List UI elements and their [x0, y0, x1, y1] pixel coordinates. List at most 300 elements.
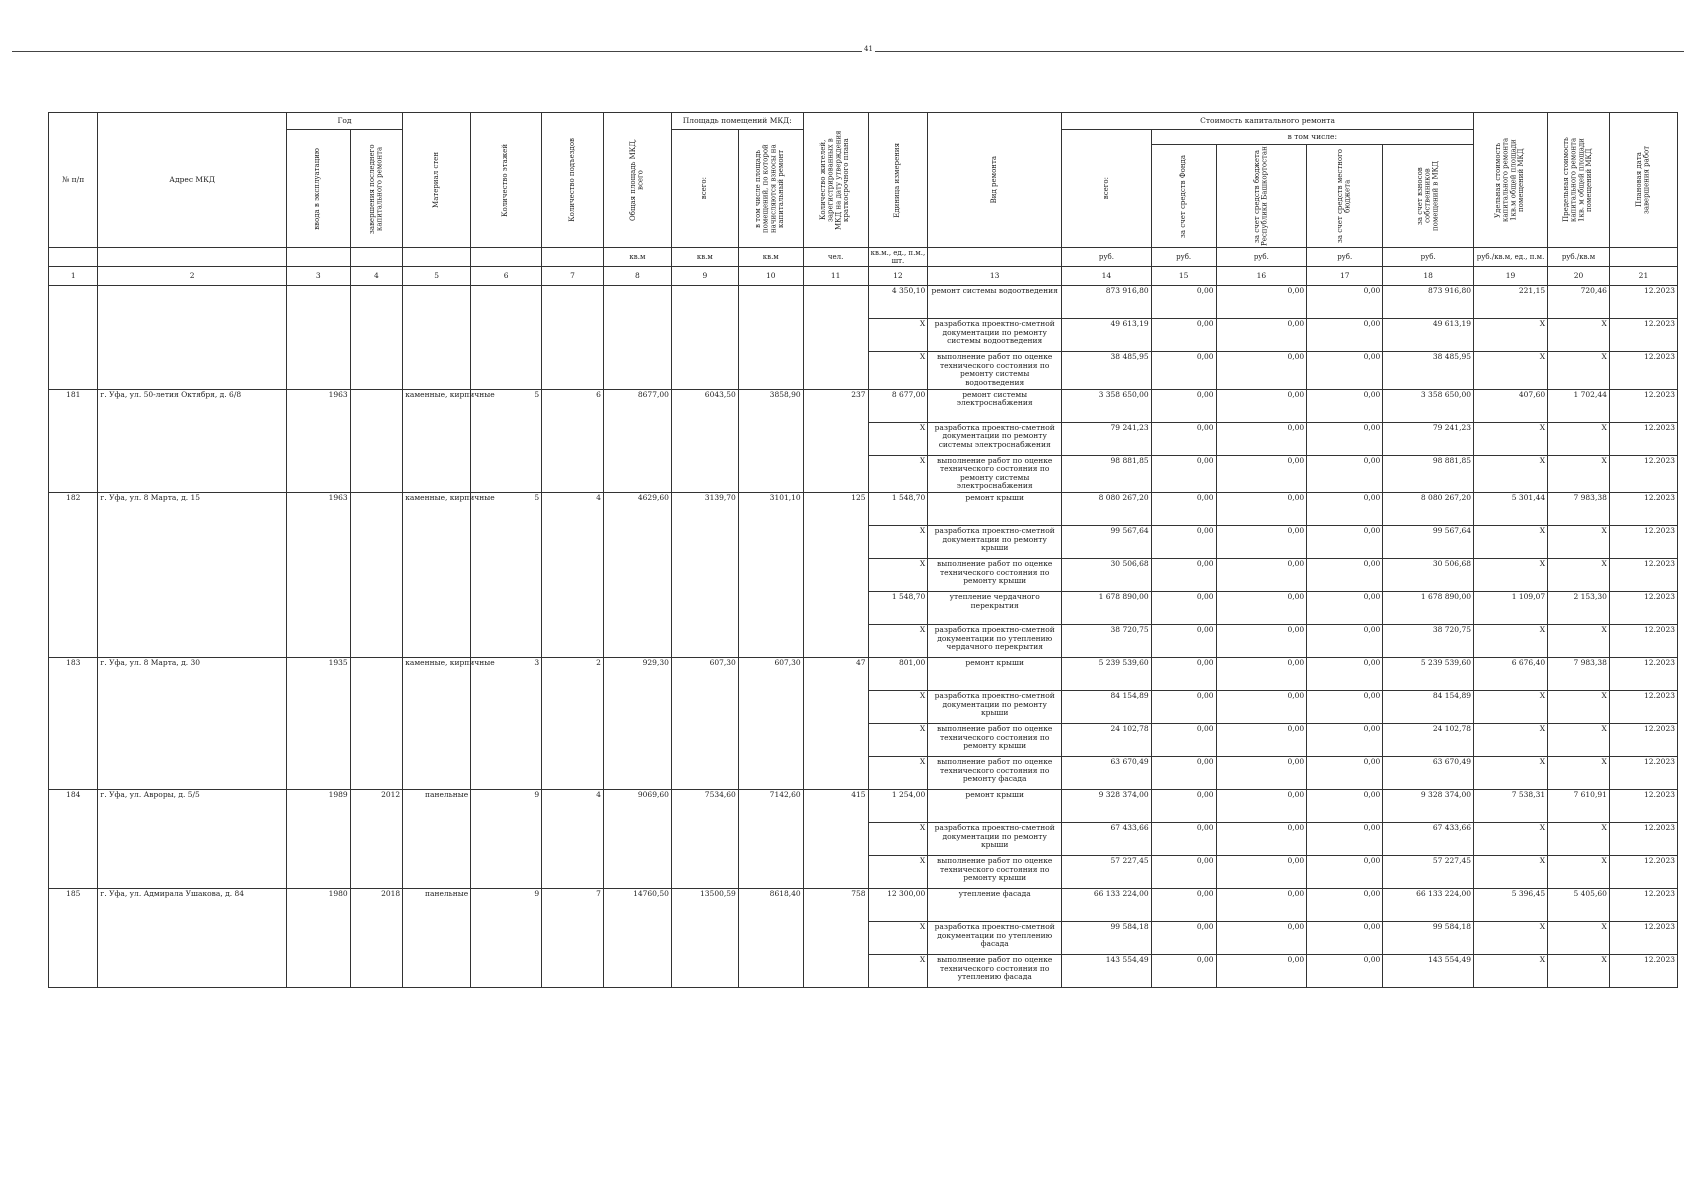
- header-wall-material: Материал стен: [403, 113, 471, 248]
- cost-local: 0,00: [1307, 422, 1383, 455]
- unit-cell: кв.м: [738, 248, 803, 267]
- unit-cost: 1 109,07: [1474, 592, 1548, 625]
- cost-fund: 0,00: [1151, 286, 1216, 319]
- floors-count: 5: [471, 389, 542, 493]
- planned-date: 12.2023: [1609, 389, 1677, 422]
- unit-cost: 5 396,45: [1474, 889, 1548, 922]
- max-cost: 7 983,38: [1548, 493, 1610, 526]
- work-quantity: X: [868, 625, 928, 658]
- cost-fund: 0,00: [1151, 389, 1216, 422]
- year-commission: 1980: [286, 889, 350, 988]
- planned-date: 12.2023: [1609, 955, 1677, 988]
- planned-date: 12.2023: [1609, 559, 1677, 592]
- residential-area: 607,30: [738, 658, 803, 790]
- rooms-area: 607,30: [671, 658, 738, 790]
- max-cost: X: [1548, 757, 1610, 790]
- work-quantity: X: [868, 352, 928, 390]
- unit-cell: кв.м: [671, 248, 738, 267]
- column-number-cell: 20: [1548, 267, 1610, 286]
- cost-republic: 0,00: [1216, 955, 1307, 988]
- work-type: разработка проектно-сметной документации по ремонту крыши: [928, 823, 1062, 856]
- wall-material: [403, 286, 471, 390]
- unit-cell: руб.: [1383, 248, 1474, 267]
- unit-cell: [542, 248, 604, 267]
- residents-count: 47: [803, 658, 868, 790]
- cost-total: 49 613,19: [1062, 319, 1152, 352]
- planned-date: 12.2023: [1609, 455, 1677, 493]
- cost-total: 67 433,66: [1062, 823, 1152, 856]
- column-number-cell: 17: [1307, 267, 1383, 286]
- cost-fund: 0,00: [1151, 455, 1216, 493]
- residents-count: 415: [803, 790, 868, 889]
- cost-owners: 98 881,85: [1383, 455, 1474, 493]
- unit-cost: X: [1474, 526, 1548, 559]
- row-number: 183: [49, 658, 98, 790]
- unit-cost: X: [1474, 922, 1548, 955]
- header-cost-group: Стоимость капитального ремонта: [1062, 113, 1474, 130]
- work-quantity: 4 350,10: [868, 286, 928, 319]
- entrances-count: 4: [542, 493, 604, 658]
- year-last-repair: [350, 658, 403, 790]
- work-quantity: 1 548,70: [868, 493, 928, 526]
- unit-cost: X: [1474, 319, 1548, 352]
- max-cost: 7 983,38: [1548, 658, 1610, 691]
- cost-total: 1 678 890,00: [1062, 592, 1152, 625]
- cost-fund: 0,00: [1151, 319, 1216, 352]
- year-commission: 1963: [286, 389, 350, 493]
- unit-cost: 221,15: [1474, 286, 1548, 319]
- header-year-last-repair: завершения последнего капитального ремонта: [350, 130, 403, 248]
- unit-cost: X: [1474, 691, 1548, 724]
- year-commission: 1963: [286, 493, 350, 658]
- max-cost: X: [1548, 625, 1610, 658]
- header-cost-owners: за счет взносов собственников помещений в МКД: [1383, 145, 1474, 248]
- table-row: [49, 889, 1678, 922]
- header-cost-local: за счет средств местного бюджета: [1307, 145, 1383, 248]
- max-cost: X: [1548, 526, 1610, 559]
- column-number-cell: 1: [49, 267, 98, 286]
- unit-cost: 407,60: [1474, 389, 1548, 422]
- table-row: [49, 286, 1678, 319]
- building-address: г. Уфа, ул. 8 Марта, д. 30: [98, 658, 286, 790]
- cost-owners: 3 358 650,00: [1383, 389, 1474, 422]
- max-cost: X: [1548, 422, 1610, 455]
- cost-fund: 0,00: [1151, 526, 1216, 559]
- residential-area: [738, 286, 803, 390]
- row-number: 181: [49, 389, 98, 493]
- header-work-type: Вид ремонта: [928, 113, 1062, 248]
- unit-cost: 7 538,31: [1474, 790, 1548, 823]
- cost-fund: 0,00: [1151, 691, 1216, 724]
- work-type: разработка проектно-сметной документации по утеплению фасада: [928, 922, 1062, 955]
- table-header: [49, 113, 1678, 286]
- work-quantity: 12 300,00: [868, 889, 928, 922]
- table-row: [49, 658, 1678, 691]
- header-year-group: Год: [286, 113, 402, 130]
- floors-count: 9: [471, 889, 542, 988]
- work-type: разработка проектно-сметной документации по ремонту системы электроснабжения: [928, 422, 1062, 455]
- work-quantity: X: [868, 955, 928, 988]
- cost-local: 0,00: [1307, 955, 1383, 988]
- cost-fund: 0,00: [1151, 658, 1216, 691]
- column-number-cell: 18: [1383, 267, 1474, 286]
- year-commission: 1935: [286, 658, 350, 790]
- cost-republic: 0,00: [1216, 922, 1307, 955]
- total-area: 4629,60: [603, 493, 671, 658]
- row-number: [49, 286, 98, 390]
- wall-material: каменные, кирпичные: [403, 389, 471, 493]
- cost-total: 57 227,45: [1062, 856, 1152, 889]
- unit-cell: руб./кв.м, ед., п.м.: [1474, 248, 1548, 267]
- cost-total: 8 080 267,20: [1062, 493, 1152, 526]
- unit-cell: руб.: [1151, 248, 1216, 267]
- cost-republic: 0,00: [1216, 724, 1307, 757]
- year-commission: [286, 286, 350, 390]
- cost-owners: 63 670,49: [1383, 757, 1474, 790]
- cost-owners: 1 678 890,00: [1383, 592, 1474, 625]
- rooms-area: [671, 286, 738, 390]
- column-number-cell: 12: [868, 267, 928, 286]
- max-cost: 5 405,60: [1548, 889, 1610, 922]
- cost-owners: 99 567,64: [1383, 526, 1474, 559]
- cost-total: 63 670,49: [1062, 757, 1152, 790]
- total-area: 14760,50: [603, 889, 671, 988]
- cost-total: 5 239 539,60: [1062, 658, 1152, 691]
- cost-total: 99 584,18: [1062, 922, 1152, 955]
- header-area-group: Площадь помещений МКД:: [671, 113, 803, 130]
- residential-area: 8618,40: [738, 889, 803, 988]
- work-type: разработка проектно-сметной документации по ремонту крыши: [928, 526, 1062, 559]
- building-address: г. Уфа, ул. Авроры, д. 5/5: [98, 790, 286, 889]
- planned-date: 12.2023: [1609, 352, 1677, 390]
- cost-republic: 0,00: [1216, 559, 1307, 592]
- table-row: [49, 493, 1678, 526]
- row-number: 185: [49, 889, 98, 988]
- work-quantity: X: [868, 559, 928, 592]
- entrances-count: 2: [542, 658, 604, 790]
- unit-cell: руб.: [1307, 248, 1383, 267]
- planned-date: 12.2023: [1609, 592, 1677, 625]
- column-number-cell: 13: [928, 267, 1062, 286]
- unit-cost: X: [1474, 955, 1548, 988]
- cost-republic: 0,00: [1216, 526, 1307, 559]
- table-body: [49, 286, 1678, 988]
- cost-local: 0,00: [1307, 352, 1383, 390]
- cost-total: 3 358 650,00: [1062, 389, 1152, 422]
- max-cost: 1 702,44: [1548, 389, 1610, 422]
- table-row: [49, 790, 1678, 823]
- cost-owners: 873 916,80: [1383, 286, 1474, 319]
- unit-cell: руб.: [1216, 248, 1307, 267]
- cost-total: 98 881,85: [1062, 455, 1152, 493]
- cost-republic: 0,00: [1216, 455, 1307, 493]
- cost-total: 30 506,68: [1062, 559, 1152, 592]
- cost-republic: 0,00: [1216, 757, 1307, 790]
- entrances-count: 4: [542, 790, 604, 889]
- residents-count: 125: [803, 493, 868, 658]
- header-residents: Количество жителей, зарегистрированных в МКД на дату утверждения краткосрочного плана: [803, 113, 868, 248]
- wall-material: панельные: [403, 790, 471, 889]
- unit-cell: кв.м., ед., п.м., шт.: [868, 248, 928, 267]
- column-number-cell: 19: [1474, 267, 1548, 286]
- cost-local: 0,00: [1307, 455, 1383, 493]
- unit-cell: [471, 248, 542, 267]
- header-including: в том числе:: [1151, 130, 1473, 145]
- unit-cost: X: [1474, 724, 1548, 757]
- planned-date: 12.2023: [1609, 422, 1677, 455]
- total-area: 9069,60: [603, 790, 671, 889]
- floors-count: [471, 286, 542, 390]
- max-cost: X: [1548, 922, 1610, 955]
- cost-local: 0,00: [1307, 757, 1383, 790]
- cost-local: 0,00: [1307, 625, 1383, 658]
- cost-local: 0,00: [1307, 286, 1383, 319]
- total-area: 929,30: [603, 658, 671, 790]
- work-quantity: 1 254,00: [868, 790, 928, 823]
- cost-republic: 0,00: [1216, 625, 1307, 658]
- cost-owners: 84 154,89: [1383, 691, 1474, 724]
- planned-date: 12.2023: [1609, 286, 1677, 319]
- building-address: [98, 286, 286, 390]
- cost-local: 0,00: [1307, 724, 1383, 757]
- rooms-area: 13500,59: [671, 889, 738, 988]
- entrances-count: 7: [542, 889, 604, 988]
- cost-local: 0,00: [1307, 922, 1383, 955]
- cost-republic: 0,00: [1216, 658, 1307, 691]
- rooms-area: 7534,60: [671, 790, 738, 889]
- cost-total: 143 554,49: [1062, 955, 1152, 988]
- year-last-repair: 2018: [350, 889, 403, 988]
- column-number-cell: 7: [542, 267, 604, 286]
- cost-fund: 0,00: [1151, 823, 1216, 856]
- work-type: выполнение работ по оценке технического состояния по ремонту системы водоотведения: [928, 352, 1062, 390]
- work-type: утепление чердачного перекрытия: [928, 592, 1062, 625]
- column-number-cell: 15: [1151, 267, 1216, 286]
- column-numbers-row: [49, 267, 1678, 286]
- work-type: выполнение работ по оценке технического состояния по ремонту фасада: [928, 757, 1062, 790]
- wall-material: каменные, кирпичные: [403, 493, 471, 658]
- cost-republic: 0,00: [1216, 493, 1307, 526]
- header-planned-date: Плановая дата завершения работ: [1609, 113, 1677, 248]
- cost-fund: 0,00: [1151, 559, 1216, 592]
- floors-count: 9: [471, 790, 542, 889]
- work-quantity: 1 548,70: [868, 592, 928, 625]
- header-unit-measure: Единица измерения: [868, 113, 928, 248]
- column-number-cell: 2: [98, 267, 286, 286]
- header-max-cost: Предельная стоимость капитального ремонта 1кв. м общей площади помещений МКД: [1548, 113, 1610, 248]
- cost-fund: 0,00: [1151, 790, 1216, 823]
- cost-total: 24 102,78: [1062, 724, 1152, 757]
- cost-local: 0,00: [1307, 526, 1383, 559]
- header-cost-total: всего:: [1062, 130, 1152, 248]
- cost-local: 0,00: [1307, 559, 1383, 592]
- residential-area: 3101,10: [738, 493, 803, 658]
- work-quantity: X: [868, 823, 928, 856]
- year-last-repair: [350, 389, 403, 493]
- column-number-cell: 14: [1062, 267, 1152, 286]
- unit-cost: X: [1474, 757, 1548, 790]
- cost-total: 66 133 224,00: [1062, 889, 1152, 922]
- planned-date: 12.2023: [1609, 625, 1677, 658]
- column-number-cell: 21: [1609, 267, 1677, 286]
- work-quantity: X: [868, 856, 928, 889]
- cost-local: 0,00: [1307, 389, 1383, 422]
- residential-area: 3858,90: [738, 389, 803, 493]
- planned-date: 12.2023: [1609, 319, 1677, 352]
- entrances-count: [542, 286, 604, 390]
- cost-fund: 0,00: [1151, 592, 1216, 625]
- max-cost: X: [1548, 352, 1610, 390]
- year-last-repair: [350, 286, 403, 390]
- work-quantity: X: [868, 691, 928, 724]
- cost-owners: 99 584,18: [1383, 922, 1474, 955]
- unit-cost: X: [1474, 559, 1548, 592]
- work-quantity: X: [868, 526, 928, 559]
- max-cost: X: [1548, 955, 1610, 988]
- header-cost-fund: за счет средств Фонда: [1151, 145, 1216, 248]
- work-type: ремонт крыши: [928, 658, 1062, 691]
- year-commission: 1989: [286, 790, 350, 889]
- cost-republic: 0,00: [1216, 422, 1307, 455]
- cost-owners: 67 433,66: [1383, 823, 1474, 856]
- cost-owners: 8 080 267,20: [1383, 493, 1474, 526]
- floors-count: 3: [471, 658, 542, 790]
- work-type: выполнение работ по оценке технического состояния по ремонту крыши: [928, 724, 1062, 757]
- unit-cell: [1609, 248, 1677, 267]
- column-number-cell: 3: [286, 267, 350, 286]
- work-type: разработка проектно-сметной документации по ремонту крыши: [928, 691, 1062, 724]
- residents-count: 758: [803, 889, 868, 988]
- cost-local: 0,00: [1307, 658, 1383, 691]
- work-quantity: X: [868, 922, 928, 955]
- planned-date: 12.2023: [1609, 526, 1677, 559]
- max-cost: X: [1548, 691, 1610, 724]
- work-quantity: X: [868, 319, 928, 352]
- cost-owners: 24 102,78: [1383, 724, 1474, 757]
- repair-plan-table: [48, 112, 1678, 988]
- unit-cost: X: [1474, 625, 1548, 658]
- planned-date: 12.2023: [1609, 856, 1677, 889]
- unit-cell: [49, 248, 98, 267]
- cost-fund: 0,00: [1151, 757, 1216, 790]
- cost-local: 0,00: [1307, 691, 1383, 724]
- table-row: [49, 389, 1678, 422]
- building-address: г. Уфа, ул. 50-летия Октября, д. 6/8: [98, 389, 286, 493]
- wall-material: панельные: [403, 889, 471, 988]
- cost-republic: 0,00: [1216, 790, 1307, 823]
- planned-date: 12.2023: [1609, 493, 1677, 526]
- cost-republic: 0,00: [1216, 856, 1307, 889]
- cost-fund: 0,00: [1151, 724, 1216, 757]
- residential-area: 7142,60: [738, 790, 803, 889]
- work-type: ремонт системы водоотведения: [928, 286, 1062, 319]
- cost-republic: 0,00: [1216, 823, 1307, 856]
- cost-local: 0,00: [1307, 790, 1383, 823]
- cost-fund: 0,00: [1151, 625, 1216, 658]
- planned-date: 12.2023: [1609, 724, 1677, 757]
- work-quantity: 8 677,00: [868, 389, 928, 422]
- cost-owners: 38 720,75: [1383, 625, 1474, 658]
- cost-local: 0,00: [1307, 493, 1383, 526]
- unit-cell: [403, 248, 471, 267]
- building-address: г. Уфа, ул. Адмирала Ушакова, д. 84: [98, 889, 286, 988]
- entrances-count: 6: [542, 389, 604, 493]
- column-number-cell: 16: [1216, 267, 1307, 286]
- unit-cost: 6 676,40: [1474, 658, 1548, 691]
- work-type: разработка проектно-сметной документации по ремонту системы водоотведения: [928, 319, 1062, 352]
- cost-republic: 0,00: [1216, 352, 1307, 390]
- cost-local: 0,00: [1307, 856, 1383, 889]
- unit-cell: [350, 248, 403, 267]
- unit-cost: 5 301,44: [1474, 493, 1548, 526]
- year-last-repair: 2012: [350, 790, 403, 889]
- work-type: утепление фасада: [928, 889, 1062, 922]
- cost-fund: 0,00: [1151, 422, 1216, 455]
- planned-date: 12.2023: [1609, 823, 1677, 856]
- unit-cost: X: [1474, 823, 1548, 856]
- top-rule: [12, 51, 1684, 52]
- residents-count: [803, 286, 868, 390]
- cost-fund: 0,00: [1151, 352, 1216, 390]
- cost-local: 0,00: [1307, 592, 1383, 625]
- planned-date: 12.2023: [1609, 691, 1677, 724]
- work-type: ремонт крыши: [928, 493, 1062, 526]
- rooms-area: 6043,50: [671, 389, 738, 493]
- cost-owners: 79 241,23: [1383, 422, 1474, 455]
- cost-local: 0,00: [1307, 319, 1383, 352]
- wall-material: каменные, кирпичные: [403, 658, 471, 790]
- cost-fund: 0,00: [1151, 856, 1216, 889]
- work-type: выполнение работ по оценке технического состояния по ремонту крыши: [928, 559, 1062, 592]
- max-cost: X: [1548, 455, 1610, 493]
- floors-count: 5: [471, 493, 542, 658]
- column-number-cell: 4: [350, 267, 403, 286]
- column-number-cell: 9: [671, 267, 738, 286]
- work-type: разработка проектно-сметной документации по утеплению чердачного перекрытия: [928, 625, 1062, 658]
- cost-republic: 0,00: [1216, 286, 1307, 319]
- unit-cell: [98, 248, 286, 267]
- unit-cost: X: [1474, 352, 1548, 390]
- unit-cell: руб./кв.м: [1548, 248, 1610, 267]
- cost-republic: 0,00: [1216, 319, 1307, 352]
- year-last-repair: [350, 493, 403, 658]
- cost-owners: 49 613,19: [1383, 319, 1474, 352]
- max-cost: 720,46: [1548, 286, 1610, 319]
- header-cost-republic: за счет средств бюджета Республики Башкортостан: [1216, 145, 1307, 248]
- cost-owners: 143 554,49: [1383, 955, 1474, 988]
- building-address: г. Уфа, ул. 8 Марта, д. 15: [98, 493, 286, 658]
- max-cost: 2 153,30: [1548, 592, 1610, 625]
- cost-owners: 66 133 224,00: [1383, 889, 1474, 922]
- cost-total: 38 485,95: [1062, 352, 1152, 390]
- unit-cost: X: [1474, 856, 1548, 889]
- cost-total: 79 241,23: [1062, 422, 1152, 455]
- cost-owners: 38 485,95: [1383, 352, 1474, 390]
- work-quantity: 801,00: [868, 658, 928, 691]
- cost-fund: 0,00: [1151, 922, 1216, 955]
- work-type: выполнение работ по оценке технического состояния по утеплению фасада: [928, 955, 1062, 988]
- cost-fund: 0,00: [1151, 955, 1216, 988]
- cost-owners: 57 227,45: [1383, 856, 1474, 889]
- max-cost: X: [1548, 559, 1610, 592]
- cost-total: 873 916,80: [1062, 286, 1152, 319]
- work-quantity: X: [868, 422, 928, 455]
- work-type: выполнение работ по оценке технического состояния по ремонту крыши: [928, 856, 1062, 889]
- cost-total: 99 567,64: [1062, 526, 1152, 559]
- column-number-cell: 8: [603, 267, 671, 286]
- header-area-residential: в том числе площадь помещений, по которой начисляются взносы на капитальный ремонт: [738, 130, 803, 248]
- max-cost: X: [1548, 856, 1610, 889]
